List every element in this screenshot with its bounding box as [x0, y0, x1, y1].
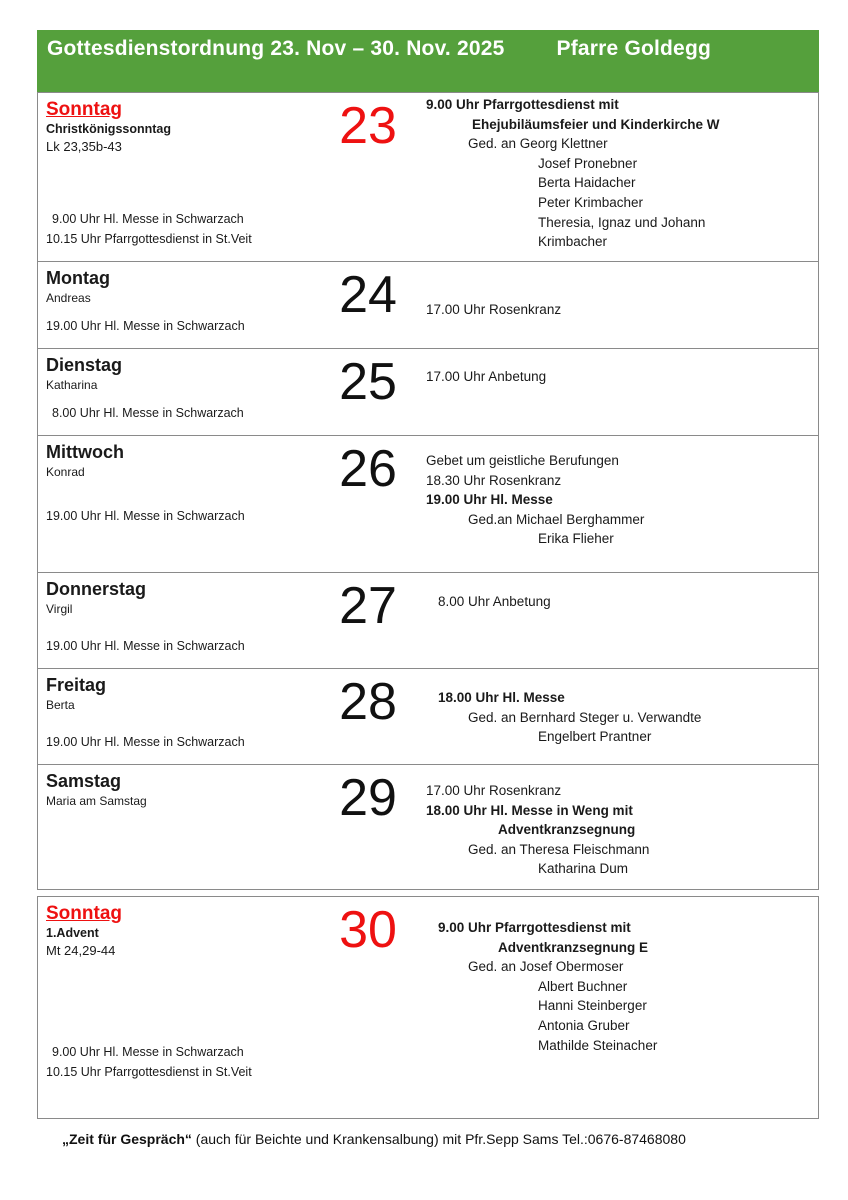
event-line: Hanni Steinberger [538, 998, 647, 1014]
day-block-donnerstag-27 [37, 572, 819, 669]
time-line: 8.00 Uhr Hl. Messe in Schwarzach [52, 405, 244, 420]
day-feast: Christkönigssonntag [46, 122, 172, 136]
event-line: Albert Buchner [538, 978, 628, 994]
day-number: 24 [339, 266, 397, 324]
event-line: 18.30 Uhr Rosenkranz [426, 472, 562, 488]
event-line: Ged. an Josef Obermoser [468, 959, 624, 975]
day-number: 25 [339, 353, 397, 411]
event-line: Adventkranzsegnung E [498, 939, 649, 955]
day-block-dienstag-25 [37, 348, 819, 436]
day-name: Dienstag [46, 355, 123, 375]
day-reading: Lk 23,35b-43 [46, 139, 122, 154]
day-block-freitag-28 [37, 668, 819, 765]
day-number: 28 [339, 673, 397, 731]
event-line: Antonia Gruber [538, 1017, 630, 1033]
parish-name: Pfarre Goldegg [556, 37, 711, 60]
day-saint: Konrad [46, 465, 85, 479]
footer-regular-text: (auch für Beichte und Krankensalbung) mit Pfr.Sepp Sams Tel.:0676-87468080 [191, 1131, 686, 1147]
event-line: Mathilde Steinacher [538, 1037, 658, 1053]
day-events [418, 669, 818, 764]
event-line: Engelbert Prantner [538, 729, 652, 745]
day-name: Freitag [46, 675, 107, 695]
bulletin-page [37, 30, 819, 1147]
day-name: Montag [46, 268, 110, 288]
event-line: Ehejubiläumsfeier und Kinderkirche W [472, 116, 720, 132]
event-line: 18.00 Uhr Hl. Messe [438, 690, 565, 705]
event-line: Gebet um geistliche Berufungen [426, 453, 619, 468]
event-line: Ged.an Michael Berghammer [468, 511, 645, 527]
day-saint: Virgil [46, 602, 73, 616]
left-times [46, 1043, 318, 1110]
day-block-sonntag-30 [37, 896, 819, 1119]
left-times [46, 317, 318, 341]
page-title: Gottesdienstordnung 23. Nov – 30. Nov. 2025 [47, 37, 505, 60]
day-name: Samstag [46, 771, 122, 791]
event-line: 8.00 Uhr Anbetung [438, 594, 551, 609]
event-line: Katharina Dum [538, 861, 629, 877]
event-line: 9.00 Uhr Pfarrgottesdienst mit [426, 97, 619, 112]
event-line: 19.00 Uhr Hl. Messe [426, 492, 553, 508]
event-line: Theresia, Ignaz und Johann [538, 214, 706, 230]
event-line: 9.00 Uhr Pfarrgottesdienst mit [438, 920, 631, 935]
event-line: Peter Krimbacher [538, 194, 644, 210]
day-events [418, 436, 818, 572]
footer-bold-text: „Zeit für Gespräch“ [62, 1131, 192, 1147]
day-number: 30 [339, 901, 397, 959]
day-name: Donnerstag [46, 579, 147, 599]
day-events [418, 897, 818, 1118]
time-line: 19.00 Uhr Hl. Messe in Schwarzach [46, 318, 245, 333]
event-line: 17.00 Uhr Rosenkranz [426, 302, 562, 317]
day-saint: Berta [46, 698, 75, 712]
left-times [46, 637, 318, 661]
day-saint: Maria am Samstag [46, 794, 147, 808]
time-line: 10.15 Uhr Pfarrgottesdienst in St.Veit [46, 231, 252, 246]
left-times [46, 507, 318, 565]
day-number: 29 [339, 769, 397, 827]
left-times [46, 404, 318, 428]
footer-note [37, 1131, 819, 1147]
event-line: 18.00 Uhr Hl. Messe in Weng mit [426, 802, 633, 818]
day-block-montag-24 [37, 261, 819, 349]
event-line: 17.00 Uhr Anbetung [426, 369, 547, 384]
left-times [46, 210, 318, 253]
day-block-sonntag-23 [37, 92, 819, 262]
event-line: Berta Haidacher [538, 175, 636, 191]
day-name: Sonntag [46, 903, 122, 924]
day-events [418, 93, 818, 261]
header-band [37, 30, 819, 92]
day-number: 26 [339, 440, 397, 498]
day-block-samstag-29 [37, 764, 819, 890]
day-name: Mittwoch [46, 442, 124, 462]
day-info [38, 765, 318, 889]
time-line: 19.00 Uhr Hl. Messe in Schwarzach [46, 508, 245, 523]
time-line: 10.15 Uhr Pfarrgottesdienst in St.Veit [46, 1064, 252, 1079]
day-info [38, 93, 318, 261]
day-name: Sonntag [46, 99, 122, 120]
day-events [418, 765, 818, 889]
day-block-mittwoch-26 [37, 435, 819, 573]
day-info [38, 669, 318, 764]
day-number: 27 [339, 577, 397, 635]
event-line: Ged. an Theresa Fleischmann [468, 841, 650, 857]
day-saint: Andreas [46, 291, 91, 305]
event-line: Ged. an Georg Klettner [468, 136, 608, 152]
day-info [38, 897, 318, 1118]
day-events [418, 349, 818, 435]
time-line: 19.00 Uhr Hl. Messe in Schwarzach [46, 638, 245, 653]
day-saint: Katharina [46, 378, 98, 392]
day-info [38, 349, 318, 435]
day-events [418, 573, 818, 668]
event-line: Adventkranzsegnung [498, 822, 636, 838]
event-line: Krimbacher [538, 234, 608, 250]
day-events [418, 262, 818, 348]
day-info [38, 436, 318, 572]
day-number: 23 [339, 97, 397, 155]
left-times [46, 733, 318, 757]
event-line: Erika Flieher [538, 531, 614, 547]
event-line: 17.00 Uhr Rosenkranz [426, 783, 562, 798]
day-feast: 1.Advent [46, 926, 99, 940]
event-line: Ged. an Bernhard Steger u. Verwandte [468, 709, 702, 725]
event-line: Josef Pronebner [538, 155, 638, 171]
time-line: 19.00 Uhr Hl. Messe in Schwarzach [46, 734, 245, 749]
time-line: 9.00 Uhr Hl. Messe in Schwarzach [52, 212, 244, 226]
day-reading: Mt 24,29-44 [46, 943, 116, 958]
day-info [38, 262, 318, 348]
time-line: 9.00 Uhr Hl. Messe in Schwarzach [52, 1045, 244, 1059]
day-info [38, 573, 318, 668]
